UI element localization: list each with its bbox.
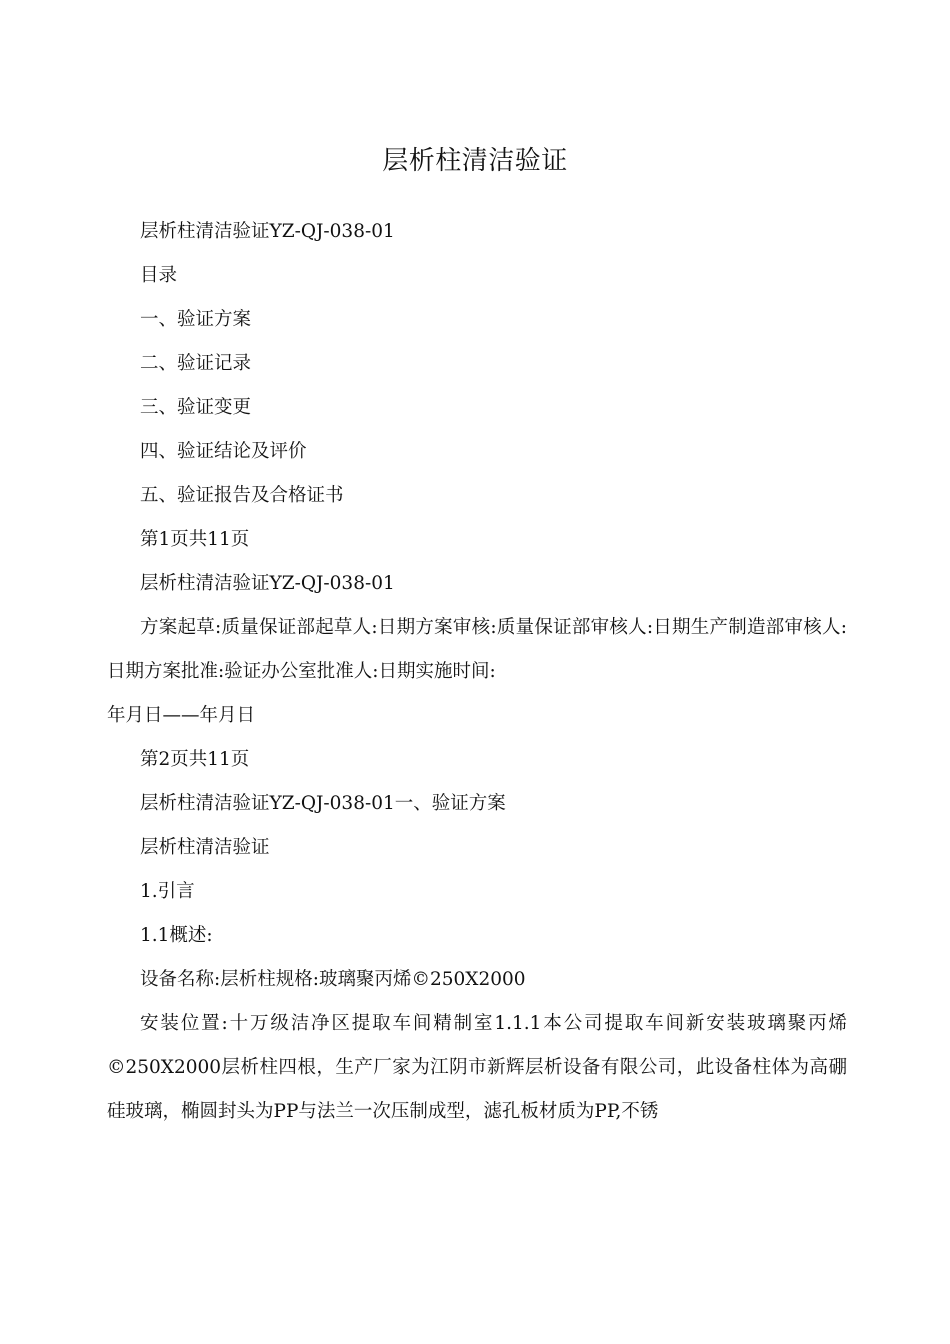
document-title: 层析柱清洁验证 bbox=[382, 146, 568, 176]
toc-item: 五、验证报告及合格证书 bbox=[140, 485, 344, 506]
paragraph-intro-heading: 1.引言 bbox=[140, 881, 195, 902]
toc-item: 四、验证结论及评价 bbox=[140, 441, 307, 462]
paragraph-doc-code: 层析柱清洁验证YZ-QJ-038-01 bbox=[140, 573, 395, 594]
paragraph-overview-heading: 1.1概述: bbox=[140, 925, 213, 946]
paragraph-approval: 方案起草:质量保证部起草人:日期方案审核:质量保证部审核人:日期生产制造部审核人:日期方案批准:验证办公室批准人:日期实施时间: bbox=[107, 617, 847, 682]
toc-item: 三、验证变更 bbox=[140, 397, 252, 418]
page-number: 第1页共11页 bbox=[140, 529, 250, 550]
paragraph-equipment: 设备名称:层析柱规格:玻璃聚丙烯©250X2000 bbox=[140, 969, 526, 990]
document-body bbox=[107, 210, 847, 1134]
page-number: 第2页共11页 bbox=[140, 749, 250, 770]
paragraph-toc-heading: 目录 bbox=[140, 265, 178, 286]
paragraph-date-range: 年月日——年月日 bbox=[107, 705, 256, 726]
paragraph-installation: 安装位置:十万级洁净区提取车间精制室1.1.1本公司提取车间新安装玻璃聚丙烯©250X2000层析柱四根，生产厂家为江阴市新辉层析设备有限公司，此设备柱体为高硼硅玻璃，椭圆封头为PP与法兰一次压制成型，滤孔板材质为PP,不锈 bbox=[107, 1013, 847, 1122]
paragraph-doc-code: 层析柱清洁验证YZ-QJ-038-01 bbox=[140, 221, 395, 242]
toc-item: 二、验证记录 bbox=[140, 353, 252, 374]
toc-item: 一、验证方案 bbox=[140, 309, 252, 330]
paragraph-subtitle: 层析柱清洁验证 bbox=[140, 837, 270, 858]
paragraph-section-heading: 层析柱清洁验证YZ-QJ-038-01一、验证方案 bbox=[140, 793, 506, 814]
